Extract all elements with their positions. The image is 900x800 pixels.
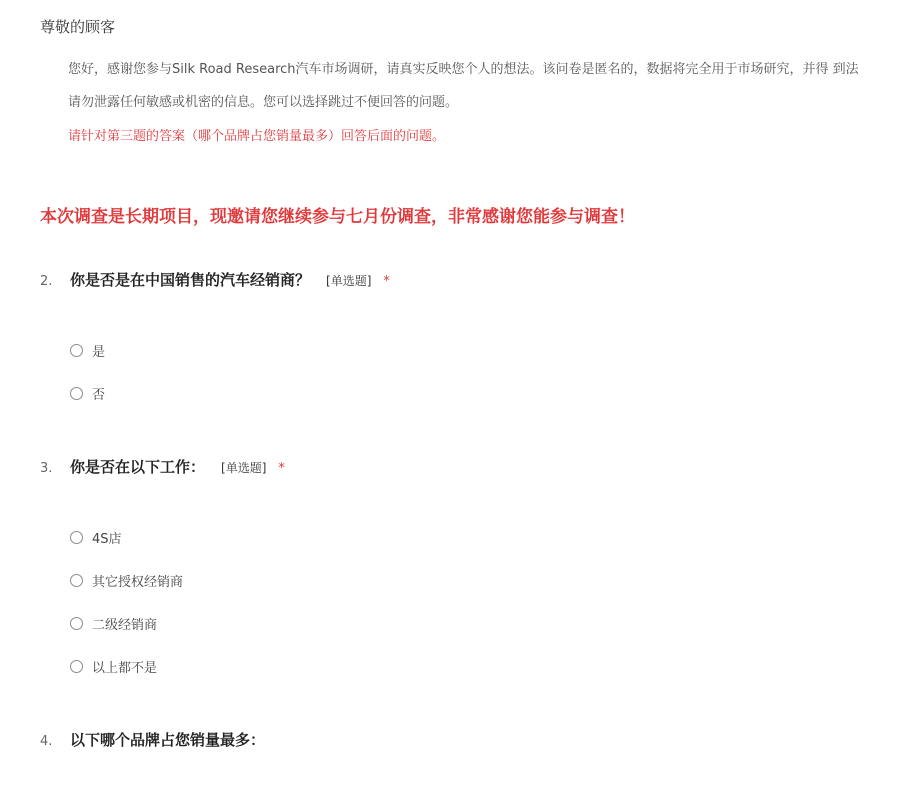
intro-paragraph-line-2: 请勿泄露任何敏感或机密的信息。您可以选择跳过不便回答的问题。 <box>68 95 459 110</box>
survey-banner: 本次调查是长期项目，现邀请您继续参与七月份调查，非常感谢您能参与调查！ <box>40 207 635 227</box>
radio-button[interactable] <box>70 344 83 357</box>
question-2 <box>40 269 390 290</box>
radio-option-label: 否 <box>92 388 106 403</box>
radio-option-label: 其它授权经销商 <box>92 575 184 590</box>
question-number: 4. <box>40 734 53 749</box>
radio-option-other-authorized-dealer[interactable] <box>70 571 183 590</box>
question-number: 3. <box>40 461 53 476</box>
intro-paragraph-line-1: 您好，感谢您参与Silk Road Research汽车市场调研，请真实反映您个人的想法。该问卷是匿名的，数据将完全用于市场研究，并得 到法 <box>68 62 859 77</box>
greeting-heading: 尊敬的顾客 <box>40 18 116 36</box>
radio-option-yes[interactable] <box>70 341 105 360</box>
required-marker: * <box>383 274 390 289</box>
radio-button[interactable] <box>70 574 83 587</box>
question-number: 2. <box>40 274 53 289</box>
question-title: 你是否在以下工作： <box>70 458 206 476</box>
radio-option-label: 以上都不是 <box>92 661 158 676</box>
radio-option-no[interactable] <box>70 384 105 403</box>
question-4 <box>40 729 265 750</box>
radio-button[interactable] <box>70 617 83 630</box>
question-3 <box>40 456 285 477</box>
radio-option-none-of-above[interactable] <box>70 657 157 676</box>
radio-option-secondary-dealer[interactable] <box>70 614 157 633</box>
radio-option-label: 二级经销商 <box>92 618 158 633</box>
radio-option-4s-store[interactable] <box>70 528 122 547</box>
radio-button[interactable] <box>70 531 83 544</box>
question-type-tag: [单选题] <box>326 274 372 288</box>
required-marker: * <box>278 461 285 476</box>
question-title: 你是否是在中国销售的汽车经销商？ <box>70 271 311 289</box>
radio-button[interactable] <box>70 387 83 400</box>
radio-option-label: 4S店 <box>92 532 122 547</box>
radio-button[interactable] <box>70 660 83 673</box>
intro-note: 请针对第三题的答案（哪个品牌占您销量最多）回答后面的问题。 <box>68 129 446 144</box>
question-title: 以下哪个品牌占您销量最多： <box>70 731 266 749</box>
radio-option-label: 是 <box>92 345 106 360</box>
question-type-tag: [单选题] <box>221 461 267 475</box>
